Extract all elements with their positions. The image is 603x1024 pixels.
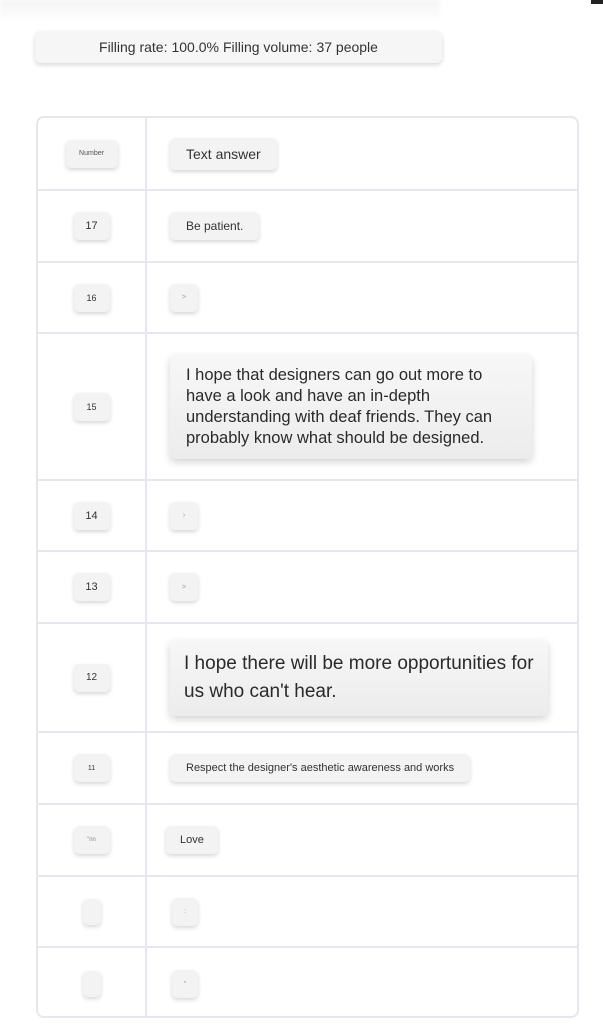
row-answer: Love: [166, 826, 218, 854]
corner-mark: [591, 0, 603, 4]
number-header: Number: [66, 140, 118, 168]
fill-volume-label: Filling volume:: [222, 39, 313, 55]
fill-rate-label: Filling rate:: [99, 39, 168, 55]
fill-rate-value: 100.0%: [171, 39, 219, 55]
table-row: [38, 805, 577, 877]
table-row: [38, 334, 577, 481]
table-row: [38, 624, 577, 733]
table-row: [38, 263, 577, 334]
row-number: 11: [74, 754, 110, 782]
row-answer: Respect the designer's aesthetic awareness and works: [170, 754, 470, 782]
row-answer: ": [172, 970, 198, 998]
row-answer: :: [172, 898, 198, 926]
top-shadow: [0, 0, 440, 22]
row-number: 12: [74, 664, 110, 692]
row-number: 17: [74, 212, 110, 240]
table-row: [38, 948, 577, 1018]
table-row: [38, 552, 577, 624]
row-number: 15: [74, 393, 110, 421]
row-number: 13: [74, 573, 110, 601]
table-header-row: [38, 118, 577, 191]
answer-header: Text answer: [170, 138, 277, 170]
row-answer: I hope that designers can go out more to have a look and have an in-depth understanding with deaf friends. They can probably know what should be designed.: [170, 355, 532, 459]
row-number: [83, 971, 101, 997]
row-number: 16: [74, 284, 110, 312]
row-answer: >: [170, 284, 198, 312]
row-number: 14: [74, 502, 110, 530]
table-row: [38, 733, 577, 805]
table-row: [38, 481, 577, 552]
table-row: [38, 191, 577, 263]
row-answer: I hope there will be more opportunities for us who can't hear.: [170, 640, 548, 716]
fill-volume-value: 37 people: [316, 39, 378, 55]
row-number: "nn: [74, 826, 110, 854]
table-row: [38, 877, 577, 948]
summary-bar: [35, 31, 442, 63]
row-answer: >: [170, 573, 198, 601]
row-answer: ›: [170, 502, 198, 530]
row-answer: Be patient.: [170, 212, 259, 240]
row-number: [83, 899, 101, 925]
answers-table: [36, 116, 579, 1018]
